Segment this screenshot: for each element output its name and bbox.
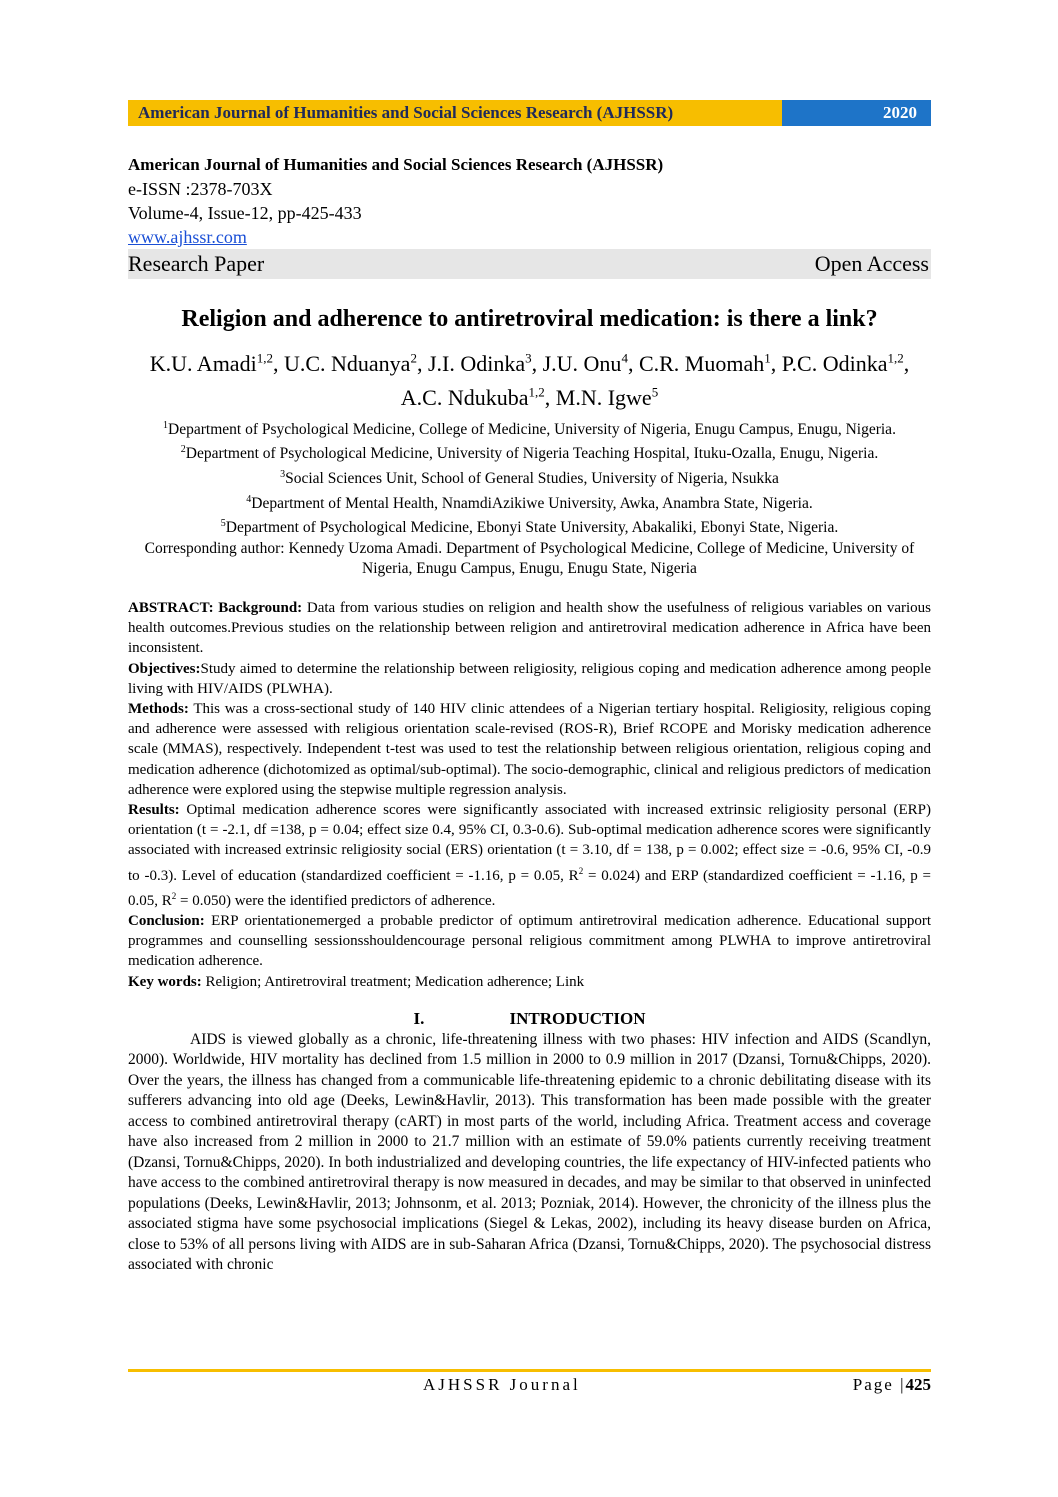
keywords-label: Key words: [128, 973, 202, 990]
author-affiliation-mark: 1 [764, 351, 771, 366]
running-header-year: 2020 [782, 100, 931, 126]
author [543, 351, 639, 376]
author-name: J.I. Odinka [427, 351, 526, 377]
results-text-a: Optimal medication adherence scores were significantly associated with increased extrinsic religiosity personal (ERP) orientation (t = -2.1, df =138, p = 0.04; effect size 0.4, 95% CI, 0.3-0.6). Sub-optimal medication adherence scores were significantly associated with increased extrinsic religiosity social (ERS) orientation (t = 3.10, df = 138, p = 0.002; effect size = -0.6, 95% CI, -0.9 to -0.3). Level of education (standardized coefficient = -1.16, p = 0.05, R [128, 801, 932, 884]
results-sup-1: 2 [578, 865, 584, 876]
author-affiliation-mark: 5 [651, 384, 659, 400]
affiliation-mark: 2 [180, 444, 186, 456]
affiliation [128, 440, 931, 465]
author-affiliation-mark: 1,2 [256, 351, 273, 366]
author-affiliation-mark: 1,2 [887, 351, 904, 366]
author [428, 351, 543, 376]
affiliation-mark: 1 [163, 419, 169, 431]
footer-rule [128, 1369, 931, 1372]
citation: (Siegel & Lekas, 2002) [484, 1215, 634, 1233]
affiliation-text: Department of Psychological Medicine, Ebonyi State University, Abakaliki, Ebonyi State, Nigeria. [225, 519, 839, 537]
author-separator: , [531, 351, 543, 377]
author-separator: , [770, 351, 782, 377]
citation: (Deeks, Lewin&Havlir, 2013; Johnsonm, et al. 2013; Pozniak, 2014) [204, 1194, 635, 1212]
intro-text: , including its heavy disease burden on Africa, close to 53% of all persons living with AIDS are in sub-Saharan Africa [128, 1215, 931, 1253]
abstract-label: ABSTRACT: [128, 599, 214, 616]
author-name: J.U. Onu [542, 351, 622, 377]
affiliation [128, 416, 931, 441]
author [782, 351, 910, 376]
introduction-paragraph [128, 1030, 931, 1276]
affiliations [128, 416, 931, 580]
intro-text: . This transformation has been made possible with the greater access to combined antiretroviral therapy (cART) in most parts of the world, including Africa. Treatment access and coverage have also increased from 2 million in 2000 to 21.7 million with an estimate of 59.0% patients currently receiving treatment [128, 1092, 931, 1151]
intro-text: . In both industrialized and developing countries, the life expectancy of HIV-infected patients who have access to the combined antiretroviral therapy is now measured in decades, and may be similar to that observed in uninfected populations [128, 1153, 931, 1212]
journal-meta [128, 153, 931, 249]
abstract-objectives [128, 659, 931, 699]
affiliation-text: Social Sciences Unit, School of General Studies, University of Nigeria, Nsukka [285, 470, 779, 488]
affiliation-text: Department of Psychological Medicine, College of Medicine, University of Nigeria, Enugu Campus, Enugu, Nigeria. [168, 420, 896, 438]
corresponding-author: Corresponding author: Kennedy Uzoma Amadi. Department of Psychological Medicine, College of Medicine, University of Nigeria, Enugu Campus, Enugu, Enugu State, Nigeria [144, 539, 915, 578]
author-affiliation-mark: 2 [410, 351, 417, 366]
keywords [128, 972, 931, 992]
page-label: Page | [852, 1375, 906, 1394]
conclusion-text: ERP orientationemerged a probable predictor of optimum antiretroviral medication adherence. Educational support programmes and counselling sessionsshouldencourage personal religious commitment among PLWHA to improve antiretroviral medication adherence. [128, 912, 932, 970]
author-separator: , [416, 351, 428, 377]
author-name: C.R. Muomah [638, 351, 765, 377]
affiliation-text: Department of Mental Health, NnamdiAzikiwe University, Awka, Anambra State, Nigeria. [251, 494, 813, 512]
author [401, 385, 556, 410]
running-header-title: American Journal of Humanities and Social Sciences Research (AJHSSR) [128, 100, 782, 126]
objectives-label: Objectives: [128, 660, 201, 677]
intro-text: . Worldwide, HIV mortality has declined from 1.5 million in 2000 to 0.9 million in 2017 [164, 1051, 733, 1069]
running-header [128, 100, 931, 126]
abstract-background [128, 598, 931, 659]
results-sup-2: 2 [171, 890, 177, 901]
author-separator: , [627, 351, 639, 377]
author-name: M.N. Igwe [555, 384, 652, 410]
affiliation-text: Department of Psychological Medicine, University of Nigeria Teaching Hospital, Ituku-Ozalla, Enugu, Nigeria. [185, 445, 879, 463]
background-text: Data from various studies on religion and health show the usefulness of religious variables on various health outcomes.Previous studies on the relationship between religion and antiretroviral medication adherence in Africa have been inconsistent. [128, 599, 932, 657]
methods-label: Methods: [128, 700, 189, 717]
author-affiliation-mark: 4 [621, 351, 628, 366]
citation: (Dzansi, Tornu&Chipps, 2020) [128, 1153, 321, 1171]
results-text-b: = 0.024) and ERP (standardized coefficient = -1.16, p = 0.05, R [128, 867, 931, 909]
journal-name: American Journal of Humanities and Social Sciences Research (AJHSSR) [128, 155, 664, 174]
affiliation [128, 490, 931, 515]
journal-website-link[interactable]: www.ajhssr.com [128, 227, 247, 247]
access-type: Open Access [814, 251, 929, 276]
background-label: Background: [218, 599, 303, 616]
methods-text: This was a cross-sectional study of 140 HIV clinic attendees of a Nigerian tertiary hospital. Religiosity, religious coping and adherence were assessed with religious orientation scale-revised (ROS-R), Brief RCOPE and Morisky medication adherence scale (MMAS), respectively. Independent t-test was used to test the relationship between religious orientation, religious coping and medication adherence (dichotomized as optimal/sub-optimal). The socio-demographic, clinical and religious predictors of medication adherence were explored using the stepwise multiple regression analysis. [128, 700, 931, 798]
results-label: Results: [128, 801, 180, 818]
intro-text: . The psychosocial distress associated with chronic [128, 1235, 931, 1274]
page-number: 425 [905, 1375, 931, 1394]
section-heading-introduction [128, 1008, 931, 1030]
citation: (Dzansi, Tornu&Chipps, 2020) [732, 1051, 928, 1069]
author-affiliation-mark: 1,2 [528, 384, 545, 400]
section-number: I. [413, 1008, 425, 1028]
author-separator: , [903, 351, 910, 377]
page-footer [128, 1375, 931, 1395]
author-separator: , [272, 351, 284, 377]
page [128, 100, 931, 1276]
author-name: U.C. Nduanya [283, 351, 411, 377]
affiliation [128, 514, 931, 539]
results-text-c: = 0.050) were the identified predictors of adherence. [176, 892, 496, 909]
affiliation-mark: 5 [220, 518, 226, 530]
citation: (Dzansi, Tornu&Chipps, 2020) [572, 1235, 765, 1253]
author-separator: , [544, 384, 556, 410]
abstract-results [128, 800, 931, 911]
citation: (Scandlyn, 2000) [128, 1030, 931, 1069]
author [150, 351, 284, 376]
intro-text: . However, the chronicity of the illness plus the associated stigma have some psychosocial implications [128, 1194, 931, 1233]
author-name: K.U. Amadi [149, 351, 257, 377]
author-name: A.C. Ndukuba [400, 384, 529, 410]
intro-text: . Over the years, the illness has changed from a communicable life-threatening epidemic to a chronic debilitating disease with its sufferers advancing into old age [128, 1051, 931, 1110]
affiliation-mark: 3 [280, 468, 286, 480]
author-name: P.C. Odinka [781, 351, 888, 377]
abstract-methods [128, 699, 931, 800]
author-affiliation-mark: 3 [525, 351, 532, 366]
conclusion-label: Conclusion: [128, 912, 205, 929]
abstract-conclusion [128, 911, 931, 972]
paper-title: Religion and adherence to antiretroviral medication: is there a link? [181, 306, 878, 332]
author-list [128, 345, 931, 412]
footer-journal: AJHSSR Journal [423, 1375, 581, 1394]
affiliation-mark: 4 [246, 493, 252, 505]
abstract [128, 598, 931, 992]
objectives-text: Study aimed to determine the relationship between religiosity, religious coping and medication adherence among people living with HIV/AIDS (PLWHA). [128, 660, 931, 697]
paper-type: Research Paper [128, 251, 265, 276]
issn: e-ISSN :2378-703X [128, 179, 273, 199]
section-title: INTRODUCTION [509, 1008, 646, 1028]
intro-text: AIDS is viewed globally as a chronic, life-threatening illness with two phases: HIV infection and AIDS [190, 1030, 859, 1048]
volume-issue: Volume-4, Issue-12, pp-425-433 [128, 203, 362, 223]
author [639, 351, 782, 376]
paper-type-bar [128, 249, 931, 279]
citation: (Deeks, Lewin&Havlir, 2013) [340, 1092, 532, 1110]
keywords-text: Religion; Antiretroviral treatment; Medication adherence; Link [205, 973, 585, 990]
affiliation [128, 465, 931, 490]
footer-page [853, 1375, 931, 1395]
author [556, 385, 658, 410]
author [284, 351, 428, 376]
